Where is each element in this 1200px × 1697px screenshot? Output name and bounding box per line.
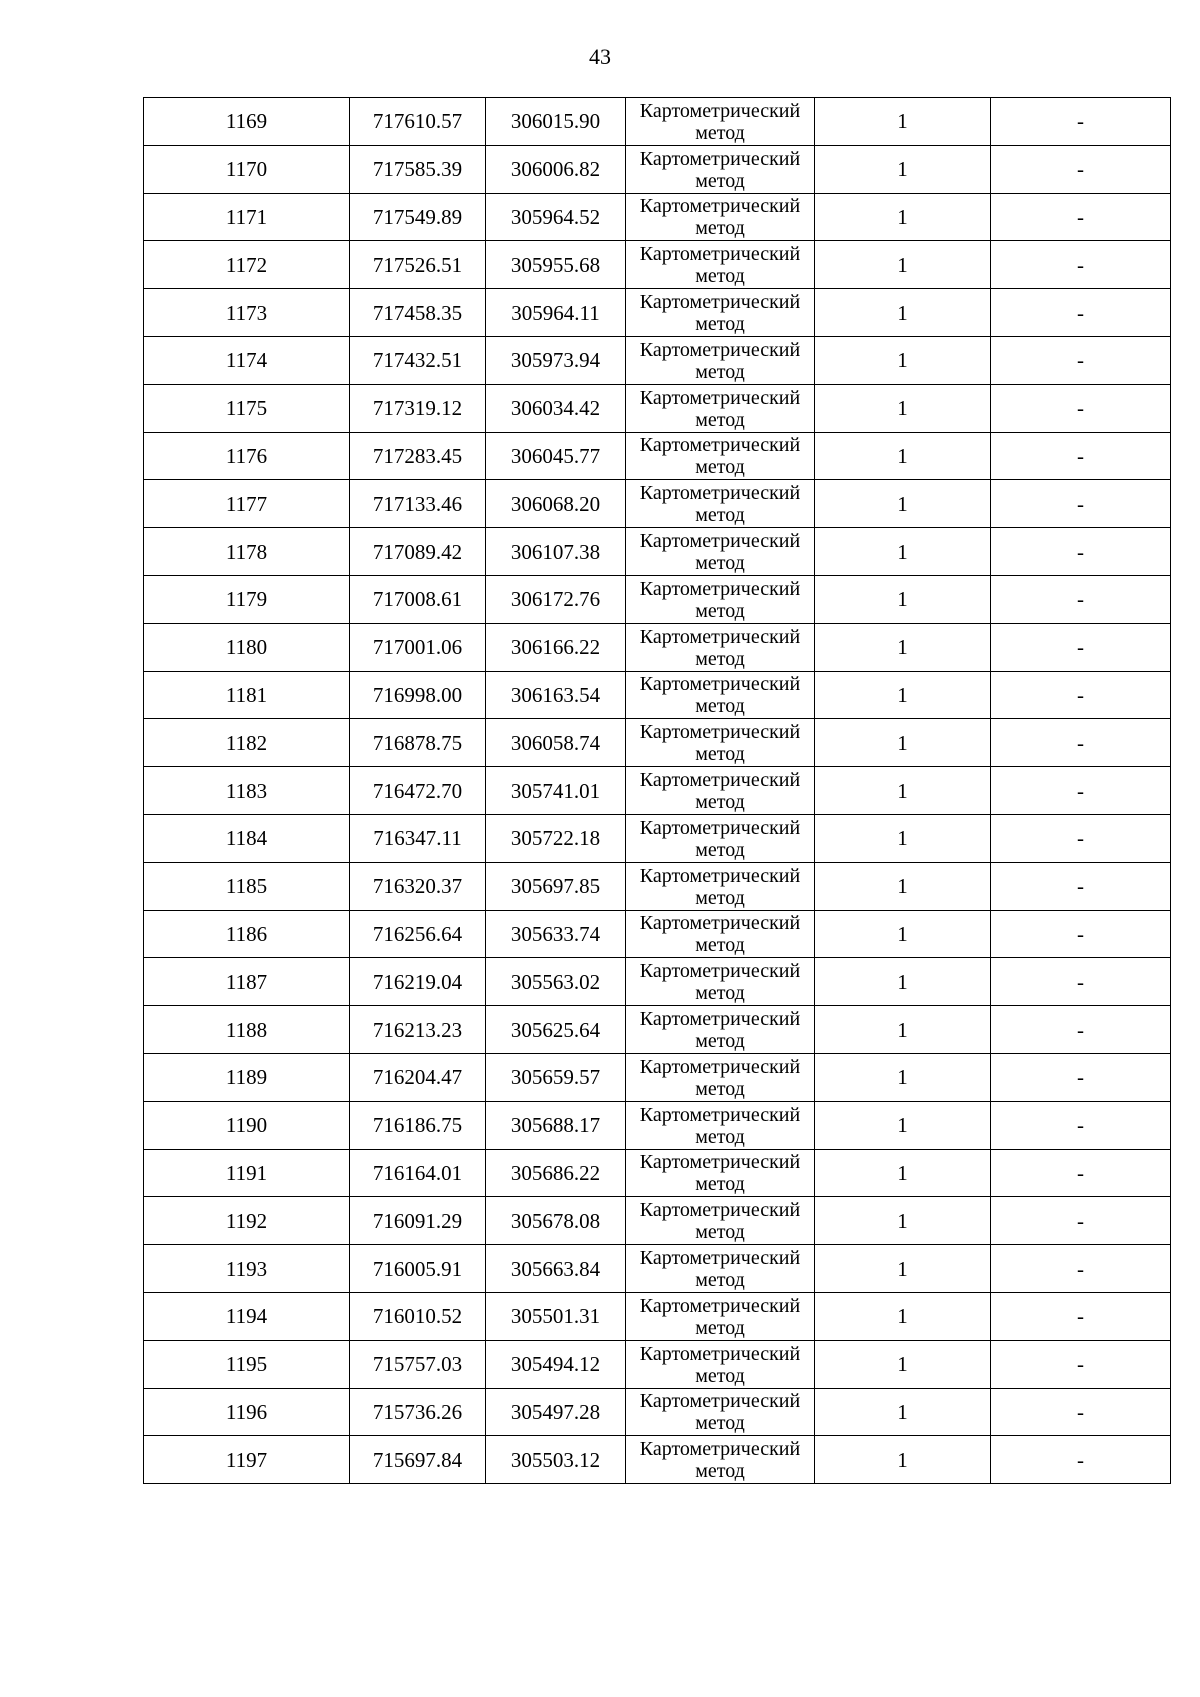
point-number-cell: 1194 xyxy=(144,1292,350,1340)
method-line2: метод xyxy=(695,1412,745,1435)
method-cell xyxy=(626,241,815,289)
method-cell xyxy=(626,767,815,815)
method-cell xyxy=(626,98,815,146)
y-coordinate-cell: 305625.64 xyxy=(486,1006,626,1054)
table-row xyxy=(144,767,1171,815)
method-cell xyxy=(626,1149,815,1197)
accuracy-cell: 1 xyxy=(815,289,991,337)
y-coordinate-cell: 305563.02 xyxy=(486,958,626,1006)
method-line1: Картометрический xyxy=(639,1342,801,1365)
y-coordinate-cell: 306045.77 xyxy=(486,432,626,480)
accuracy-cell: 1 xyxy=(815,958,991,1006)
method-line2: метод xyxy=(695,360,745,383)
accuracy-cell: 1 xyxy=(815,1388,991,1436)
accuracy-cell: 1 xyxy=(815,193,991,241)
table-row xyxy=(144,480,1171,528)
point-number-cell: 1177 xyxy=(144,480,350,528)
method-line1: Картометрический xyxy=(639,673,801,696)
method-cell xyxy=(626,1101,815,1149)
method-line1: Картометрический xyxy=(639,291,801,314)
method-line1: Картометрический xyxy=(639,338,801,361)
point-number-cell: 1184 xyxy=(144,814,350,862)
point-number-cell: 1186 xyxy=(144,910,350,958)
accuracy-cell: 1 xyxy=(815,1436,991,1484)
method-line2: метод xyxy=(695,1364,745,1387)
accuracy-cell: 1 xyxy=(815,719,991,767)
point-number-cell: 1195 xyxy=(144,1340,350,1388)
method-line1: Картометрический xyxy=(639,482,801,505)
table-row xyxy=(144,528,1171,576)
note-cell: - xyxy=(991,432,1171,480)
y-coordinate-cell: 305663.84 xyxy=(486,1245,626,1293)
method-cell xyxy=(626,1006,815,1054)
point-number-cell: 1175 xyxy=(144,384,350,432)
method-cell xyxy=(626,480,815,528)
method-line2: метод xyxy=(695,599,745,622)
point-number-cell: 1178 xyxy=(144,528,350,576)
x-coordinate-cell: 715697.84 xyxy=(350,1436,486,1484)
accuracy-cell: 1 xyxy=(815,814,991,862)
note-cell: - xyxy=(991,193,1171,241)
accuracy-cell: 1 xyxy=(815,528,991,576)
table-row xyxy=(144,1292,1171,1340)
x-coordinate-cell: 717458.35 xyxy=(350,289,486,337)
method-cell xyxy=(626,671,815,719)
y-coordinate-cell: 305501.31 xyxy=(486,1292,626,1340)
y-coordinate-cell: 306034.42 xyxy=(486,384,626,432)
table-row xyxy=(144,1053,1171,1101)
method-line1: Картометрический xyxy=(639,625,801,648)
accuracy-cell: 1 xyxy=(815,623,991,671)
table-row xyxy=(144,336,1171,384)
method-line2: метод xyxy=(695,217,745,240)
x-coordinate-cell: 716878.75 xyxy=(350,719,486,767)
x-coordinate-cell: 716320.37 xyxy=(350,862,486,910)
method-line1: Картометрический xyxy=(639,1199,801,1222)
note-cell: - xyxy=(991,1340,1171,1388)
accuracy-cell: 1 xyxy=(815,432,991,480)
table-row xyxy=(144,958,1171,1006)
note-cell: - xyxy=(991,910,1171,958)
note-cell: - xyxy=(991,1197,1171,1245)
method-line1: Картометрический xyxy=(639,530,801,553)
page-number: 43 xyxy=(589,44,611,69)
table-row xyxy=(144,432,1171,480)
note-cell: - xyxy=(991,1053,1171,1101)
note-cell: - xyxy=(991,814,1171,862)
point-number-cell: 1185 xyxy=(144,862,350,910)
y-coordinate-cell: 306166.22 xyxy=(486,623,626,671)
x-coordinate-cell: 716186.75 xyxy=(350,1101,486,1149)
accuracy-cell: 1 xyxy=(815,480,991,528)
method-line1: Картометрический xyxy=(639,1390,801,1413)
method-line2: метод xyxy=(695,1173,745,1196)
x-coordinate-cell: 716213.23 xyxy=(350,1006,486,1054)
method-line2: метод xyxy=(695,1460,745,1483)
method-cell xyxy=(626,384,815,432)
accuracy-cell: 1 xyxy=(815,98,991,146)
method-line2: метод xyxy=(695,934,745,957)
note-cell: - xyxy=(991,241,1171,289)
y-coordinate-cell: 305741.01 xyxy=(486,767,626,815)
method-line1: Картометрический xyxy=(639,816,801,839)
point-number-cell: 1180 xyxy=(144,623,350,671)
table-row xyxy=(144,193,1171,241)
accuracy-cell: 1 xyxy=(815,1340,991,1388)
method-line2: метод xyxy=(695,1316,745,1339)
method-line2: метод xyxy=(695,552,745,575)
point-number-cell: 1181 xyxy=(144,671,350,719)
table-row xyxy=(144,623,1171,671)
table-row xyxy=(144,384,1171,432)
table-row xyxy=(144,1388,1171,1436)
y-coordinate-cell: 305697.85 xyxy=(486,862,626,910)
y-coordinate-cell: 305503.12 xyxy=(486,1436,626,1484)
x-coordinate-cell: 716347.11 xyxy=(350,814,486,862)
table-row xyxy=(144,814,1171,862)
accuracy-cell: 1 xyxy=(815,671,991,719)
method-cell xyxy=(626,528,815,576)
point-number-cell: 1169 xyxy=(144,98,350,146)
method-line2: метод xyxy=(695,647,745,670)
x-coordinate-cell: 717283.45 xyxy=(350,432,486,480)
coordinates-table-body xyxy=(144,98,1171,1484)
method-line1: Картометрический xyxy=(639,1247,801,1270)
point-number-cell: 1174 xyxy=(144,336,350,384)
accuracy-cell: 1 xyxy=(815,1053,991,1101)
x-coordinate-cell: 717008.61 xyxy=(350,575,486,623)
table-row xyxy=(144,1197,1171,1245)
method-line2: метод xyxy=(695,1030,745,1053)
accuracy-cell: 1 xyxy=(815,384,991,432)
x-coordinate-cell: 716010.52 xyxy=(350,1292,486,1340)
point-number-cell: 1193 xyxy=(144,1245,350,1293)
x-coordinate-cell: 717432.51 xyxy=(350,336,486,384)
coordinates-table xyxy=(143,97,1171,1484)
y-coordinate-cell: 306015.90 xyxy=(486,98,626,146)
method-cell xyxy=(626,193,815,241)
method-line2: метод xyxy=(695,121,745,144)
method-cell xyxy=(626,1245,815,1293)
method-line2: метод xyxy=(695,1125,745,1148)
method-line1: Картометрический xyxy=(639,912,801,935)
method-line2: метод xyxy=(695,743,745,766)
x-coordinate-cell: 717089.42 xyxy=(350,528,486,576)
table-row xyxy=(144,862,1171,910)
y-coordinate-cell: 305688.17 xyxy=(486,1101,626,1149)
method-line1: Картометрический xyxy=(639,1055,801,1078)
method-line2: метод xyxy=(695,456,745,479)
method-cell xyxy=(626,336,815,384)
table-row xyxy=(144,671,1171,719)
note-cell: - xyxy=(991,98,1171,146)
note-cell: - xyxy=(991,1006,1171,1054)
table-row xyxy=(144,1436,1171,1484)
point-number-cell: 1182 xyxy=(144,719,350,767)
y-coordinate-cell: 306172.76 xyxy=(486,575,626,623)
x-coordinate-cell: 716164.01 xyxy=(350,1149,486,1197)
method-cell xyxy=(626,958,815,1006)
note-cell: - xyxy=(991,958,1171,1006)
note-cell: - xyxy=(991,480,1171,528)
method-cell xyxy=(626,1197,815,1245)
y-coordinate-cell: 306107.38 xyxy=(486,528,626,576)
note-cell: - xyxy=(991,1149,1171,1197)
table-row xyxy=(144,145,1171,193)
method-cell xyxy=(626,862,815,910)
table-row xyxy=(144,1006,1171,1054)
note-cell: - xyxy=(991,719,1171,767)
y-coordinate-cell: 305955.68 xyxy=(486,241,626,289)
method-cell xyxy=(626,1053,815,1101)
accuracy-cell: 1 xyxy=(815,1245,991,1293)
table-row xyxy=(144,1101,1171,1149)
point-number-cell: 1179 xyxy=(144,575,350,623)
table-row xyxy=(144,1245,1171,1293)
method-line2: метод xyxy=(695,313,745,336)
accuracy-cell: 1 xyxy=(815,1197,991,1245)
note-cell: - xyxy=(991,1388,1171,1436)
method-cell xyxy=(626,289,815,337)
x-coordinate-cell: 717549.89 xyxy=(350,193,486,241)
accuracy-cell: 1 xyxy=(815,241,991,289)
y-coordinate-cell: 305497.28 xyxy=(486,1388,626,1436)
accuracy-cell: 1 xyxy=(815,575,991,623)
method-line1: Картометрический xyxy=(639,99,801,122)
note-cell: - xyxy=(991,336,1171,384)
y-coordinate-cell: 306058.74 xyxy=(486,719,626,767)
accuracy-cell: 1 xyxy=(815,1101,991,1149)
point-number-cell: 1190 xyxy=(144,1101,350,1149)
x-coordinate-cell: 716472.70 xyxy=(350,767,486,815)
y-coordinate-cell: 305964.52 xyxy=(486,193,626,241)
x-coordinate-cell: 716256.64 xyxy=(350,910,486,958)
method-line1: Картометрический xyxy=(639,434,801,457)
method-line2: метод xyxy=(695,1221,745,1244)
table-row xyxy=(144,98,1171,146)
x-coordinate-cell: 717526.51 xyxy=(350,241,486,289)
x-coordinate-cell: 716091.29 xyxy=(350,1197,486,1245)
table-row xyxy=(144,575,1171,623)
note-cell: - xyxy=(991,1245,1171,1293)
method-cell xyxy=(626,1388,815,1436)
method-line2: метод xyxy=(695,169,745,192)
method-line1: Картометрический xyxy=(639,577,801,600)
y-coordinate-cell: 305659.57 xyxy=(486,1053,626,1101)
table-row xyxy=(144,241,1171,289)
method-cell xyxy=(626,814,815,862)
method-line2: метод xyxy=(695,408,745,431)
note-cell: - xyxy=(991,623,1171,671)
y-coordinate-cell: 305722.18 xyxy=(486,814,626,862)
method-line1: Картометрический xyxy=(639,769,801,792)
method-line1: Картометрический xyxy=(639,1008,801,1031)
method-line2: метод xyxy=(695,982,745,1005)
y-coordinate-cell: 305686.22 xyxy=(486,1149,626,1197)
method-line2: метод xyxy=(695,265,745,288)
table-row xyxy=(144,719,1171,767)
point-number-cell: 1197 xyxy=(144,1436,350,1484)
method-line1: Картометрический xyxy=(639,960,801,983)
accuracy-cell: 1 xyxy=(815,145,991,193)
point-number-cell: 1173 xyxy=(144,289,350,337)
method-line1: Картометрический xyxy=(639,1151,801,1174)
note-cell: - xyxy=(991,767,1171,815)
note-cell: - xyxy=(991,145,1171,193)
method-line2: метод xyxy=(695,838,745,861)
point-number-cell: 1192 xyxy=(144,1197,350,1245)
method-line2: метод xyxy=(695,791,745,814)
y-coordinate-cell: 305964.11 xyxy=(486,289,626,337)
x-coordinate-cell: 717610.57 xyxy=(350,98,486,146)
method-line1: Картометрический xyxy=(639,147,801,170)
accuracy-cell: 1 xyxy=(815,767,991,815)
accuracy-cell: 1 xyxy=(815,336,991,384)
point-number-cell: 1188 xyxy=(144,1006,350,1054)
table-row xyxy=(144,1340,1171,1388)
accuracy-cell: 1 xyxy=(815,1149,991,1197)
x-coordinate-cell: 716204.47 xyxy=(350,1053,486,1101)
method-cell xyxy=(626,719,815,767)
method-line2: метод xyxy=(695,504,745,527)
x-coordinate-cell: 717585.39 xyxy=(350,145,486,193)
y-coordinate-cell: 306163.54 xyxy=(486,671,626,719)
method-cell xyxy=(626,1292,815,1340)
x-coordinate-cell: 715757.03 xyxy=(350,1340,486,1388)
point-number-cell: 1172 xyxy=(144,241,350,289)
point-number-cell: 1191 xyxy=(144,1149,350,1197)
y-coordinate-cell: 305678.08 xyxy=(486,1197,626,1245)
point-number-cell: 1183 xyxy=(144,767,350,815)
note-cell: - xyxy=(991,862,1171,910)
method-cell xyxy=(626,623,815,671)
accuracy-cell: 1 xyxy=(815,1006,991,1054)
note-cell: - xyxy=(991,384,1171,432)
method-line2: метод xyxy=(695,1077,745,1100)
note-cell: - xyxy=(991,1292,1171,1340)
note-cell: - xyxy=(991,671,1171,719)
point-number-cell: 1171 xyxy=(144,193,350,241)
point-number-cell: 1170 xyxy=(144,145,350,193)
y-coordinate-cell: 305494.12 xyxy=(486,1340,626,1388)
table-row xyxy=(144,910,1171,958)
note-cell: - xyxy=(991,289,1171,337)
method-line1: Картометрический xyxy=(639,1103,801,1126)
method-line1: Картометрический xyxy=(639,195,801,218)
method-cell xyxy=(626,145,815,193)
note-cell: - xyxy=(991,528,1171,576)
x-coordinate-cell: 717319.12 xyxy=(350,384,486,432)
x-coordinate-cell: 717001.06 xyxy=(350,623,486,671)
y-coordinate-cell: 306006.82 xyxy=(486,145,626,193)
method-line1: Картометрический xyxy=(639,386,801,409)
method-line2: метод xyxy=(695,1269,745,1292)
method-cell xyxy=(626,432,815,480)
x-coordinate-cell: 715736.26 xyxy=(350,1388,486,1436)
point-number-cell: 1196 xyxy=(144,1388,350,1436)
x-coordinate-cell: 716998.00 xyxy=(350,671,486,719)
x-coordinate-cell: 716219.04 xyxy=(350,958,486,1006)
method-line1: Картометрический xyxy=(639,243,801,266)
method-line1: Картометрический xyxy=(639,721,801,744)
y-coordinate-cell: 305973.94 xyxy=(486,336,626,384)
accuracy-cell: 1 xyxy=(815,862,991,910)
y-coordinate-cell: 305633.74 xyxy=(486,910,626,958)
x-coordinate-cell: 716005.91 xyxy=(350,1245,486,1293)
method-line2: метод xyxy=(695,886,745,909)
point-number-cell: 1187 xyxy=(144,958,350,1006)
method-cell xyxy=(626,1340,815,1388)
note-cell: - xyxy=(991,1101,1171,1149)
accuracy-cell: 1 xyxy=(815,1292,991,1340)
method-line2: метод xyxy=(695,695,745,718)
point-number-cell: 1176 xyxy=(144,432,350,480)
table-row xyxy=(144,1149,1171,1197)
point-number-cell: 1189 xyxy=(144,1053,350,1101)
accuracy-cell: 1 xyxy=(815,910,991,958)
y-coordinate-cell: 306068.20 xyxy=(486,480,626,528)
method-cell xyxy=(626,575,815,623)
method-cell xyxy=(626,910,815,958)
method-line1: Картометрический xyxy=(639,1438,801,1461)
method-line1: Картометрический xyxy=(639,864,801,887)
note-cell: - xyxy=(991,575,1171,623)
x-coordinate-cell: 717133.46 xyxy=(350,480,486,528)
table-row xyxy=(144,289,1171,337)
method-line1: Картометрический xyxy=(639,1294,801,1317)
note-cell: - xyxy=(991,1436,1171,1484)
method-cell xyxy=(626,1436,815,1484)
